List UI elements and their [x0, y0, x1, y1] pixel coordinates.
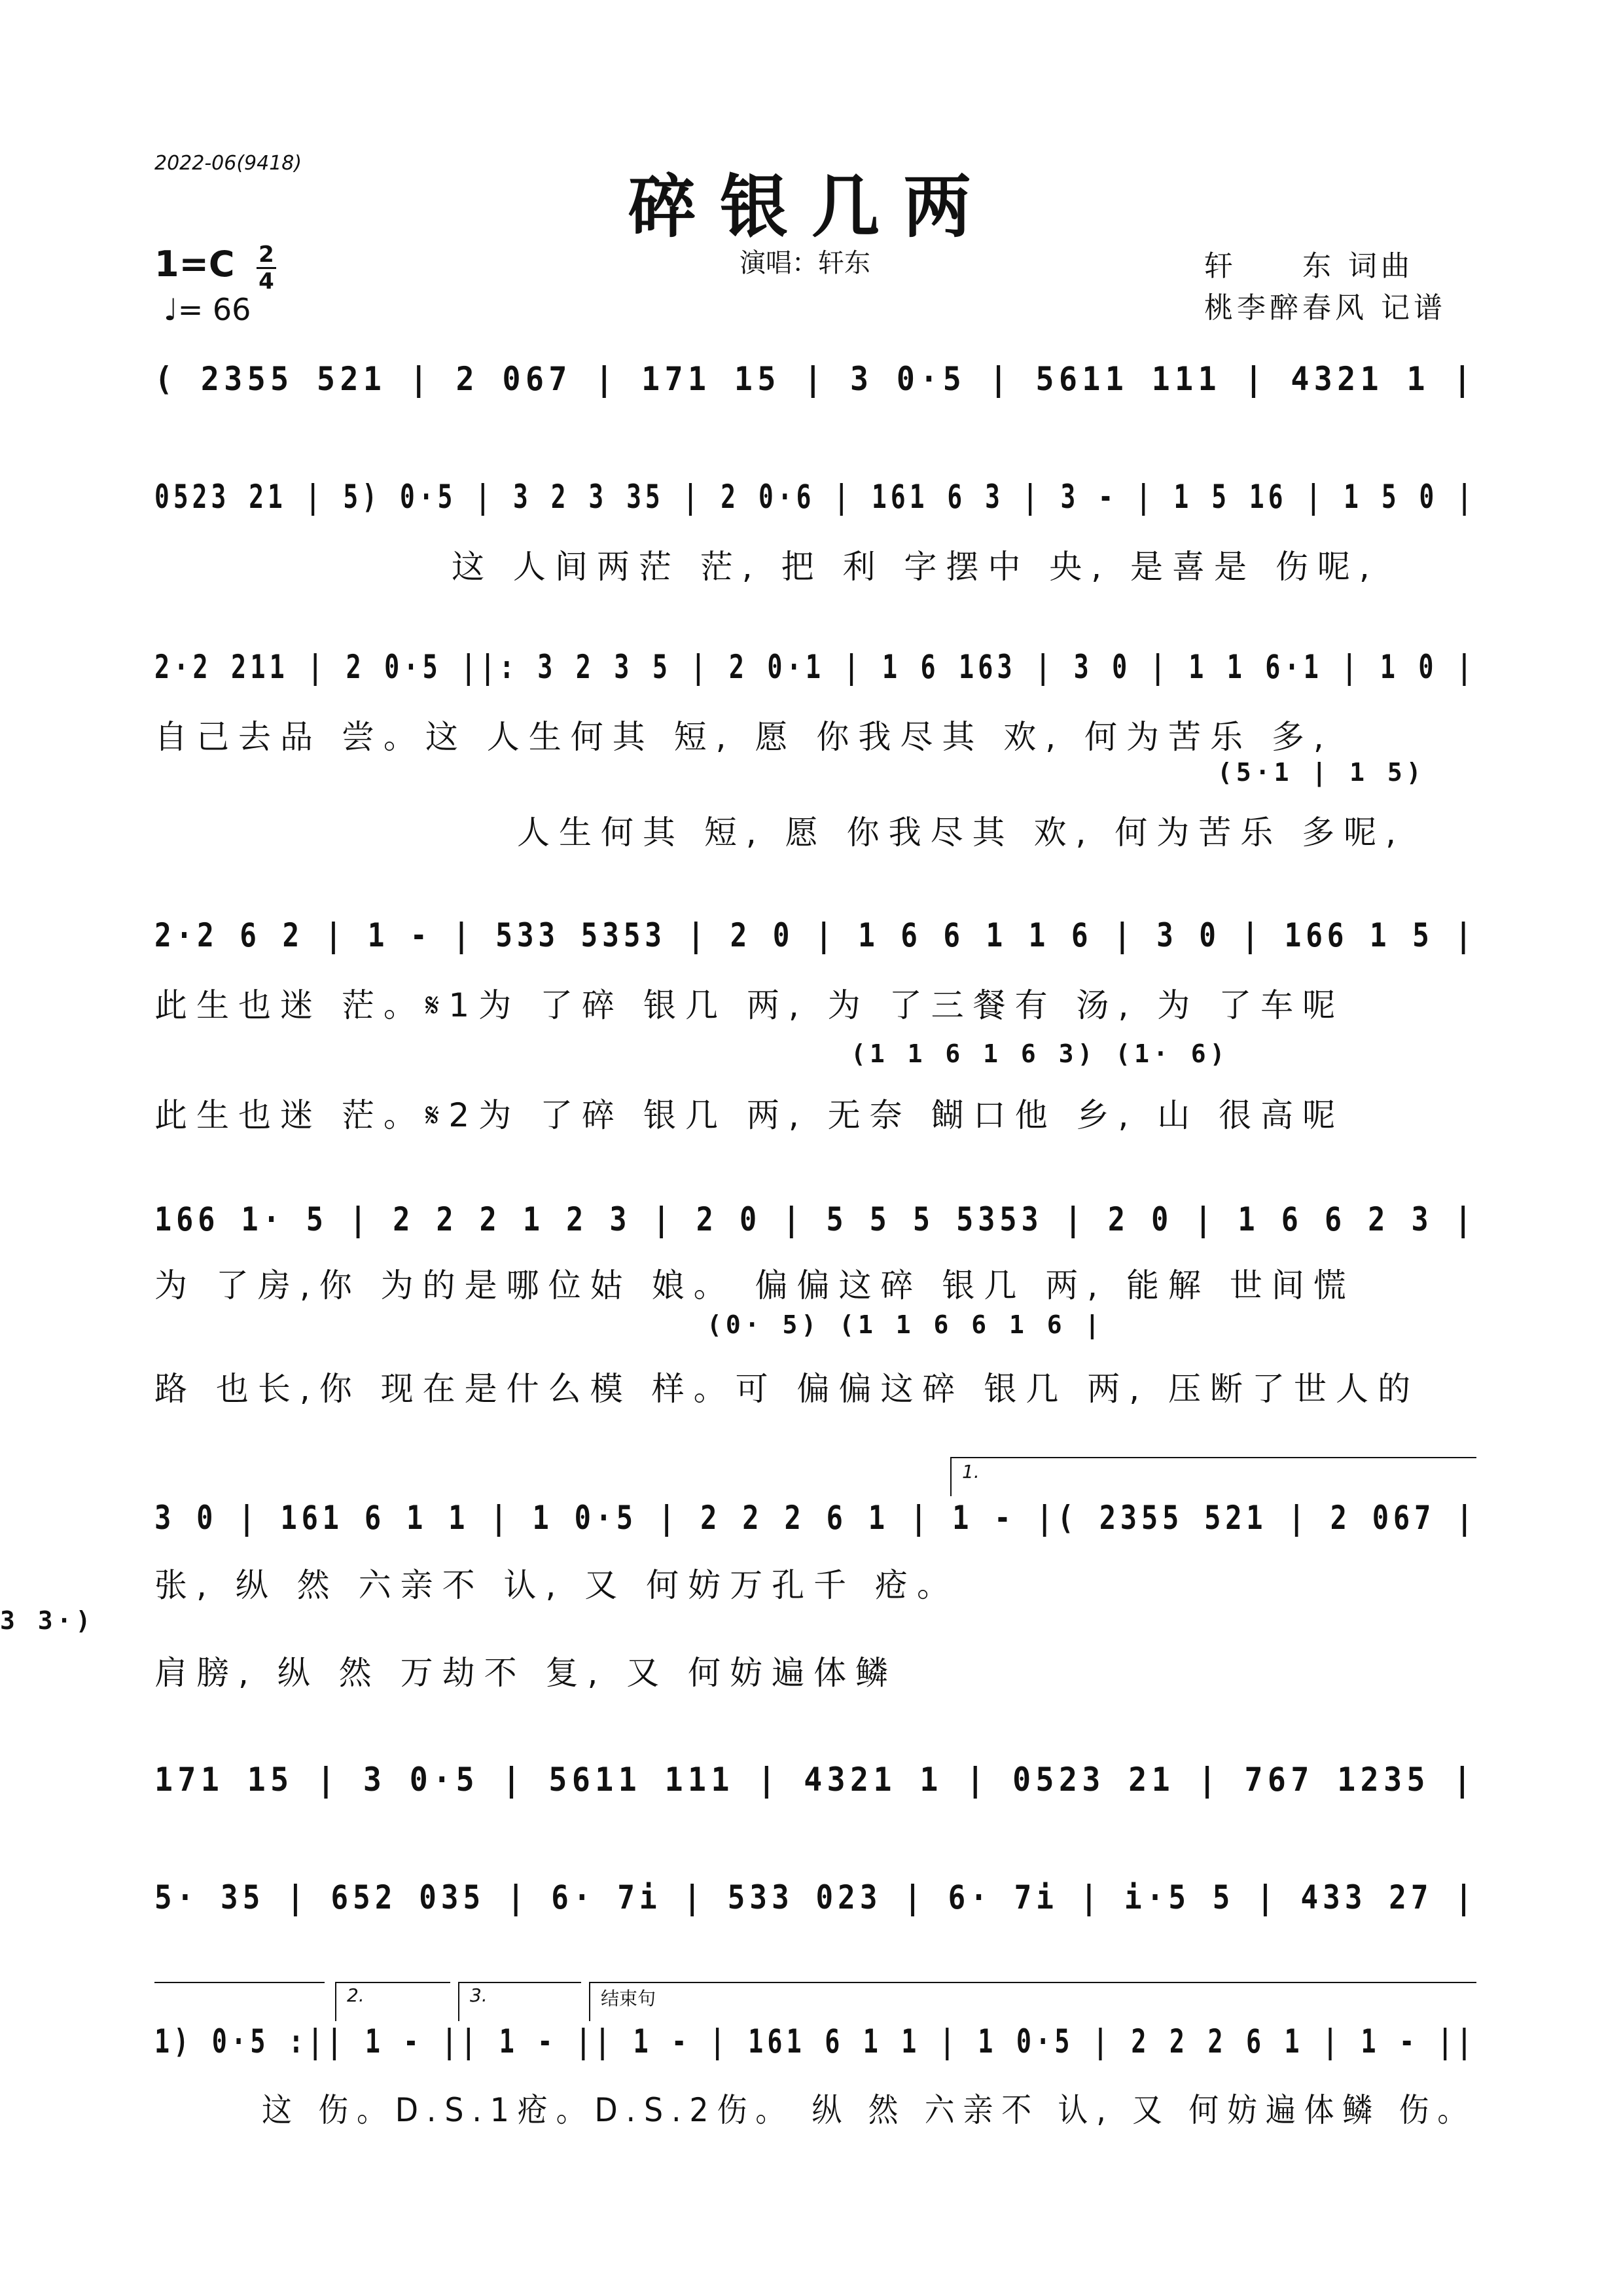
score-line-5-lyrics: 为 了房,你 为的是哪位姑 娘。 偏偏这碎 银几 两, 能解 世间慌	[154, 1266, 1355, 1304]
volta-1-edge	[950, 1457, 952, 1496]
score-line-6-lyrics: 张, 纵 然 六亲不 认, 又 何妨万孔千 疮。	[154, 1566, 959, 1604]
time-signature	[257, 243, 276, 293]
volta-3-label: 3.	[470, 1984, 488, 2006]
volta-1-bracket	[950, 1457, 1476, 1458]
meter-top: 2	[259, 242, 274, 268]
score-line-6-notes: 3 0 | 161 6 1 1 | 1 0·5 | 2 2 2 6 1 | 1 - |( 2355 521 | 2 067 |	[154, 1499, 1478, 1537]
composer-credit: 轩 东 词曲	[1204, 249, 1414, 283]
score-line-4-notes: 2·2 6 2 | 1 - | 533 5353 | 2 0 | 1 6 6 1 1 6 | 3 0 | 166 1 5 |	[154, 916, 1476, 954]
score-line-3-lyrics-2: 人生何其 短, 愿 你我尽其 欢, 何为苦乐 多呢,	[517, 814, 1406, 852]
score-line-4-lyrics-2: 此生也迷 茫。𝄋2为 了碎 银几 两, 无奈 餬口他 乡, 山 很高呢	[154, 1096, 1345, 1134]
score-line-4-lyrics: 此生也迷 茫。𝄋1为 了碎 银几 两, 为 了三餐有 汤, 为 了车呢	[154, 986, 1345, 1024]
ending-edge	[589, 1982, 590, 2021]
volta-1-label: 1.	[962, 1461, 980, 1482]
transcriber-credit: 桃李醉春风 记谱	[1204, 291, 1446, 325]
score-line-3-lyrics: 自己去品 尝。这 人生何其 短, 愿 你我尽其 欢, 何为苦乐 多,	[154, 718, 1333, 756]
tempo-marking: ♩= 66	[164, 292, 251, 327]
meter-bottom: 4	[259, 268, 274, 295]
volta-3-edge	[458, 1982, 459, 2021]
volta-2-label: 2.	[347, 1984, 365, 2006]
score-line-3-notes: 2·2 211 | 2 0·5 ||: 3 2 3 5 | 2 0·1 | 1 6 163 | 3 0 | 1 1 6·1 | 1 0 |	[154, 648, 1476, 686]
volta-pre-bracket	[154, 1982, 325, 1983]
singer-credit: 演唱：轩东	[740, 248, 870, 278]
score-line-5-lyrics-2: 路 也长,你 现在是什么模 样。可 偏偏这碎 银几 两, 压断了世人的	[154, 1370, 1420, 1408]
score-line-3-alt-notes: (5·1 | 1 5)	[1217, 758, 1425, 787]
score-line-9-lyrics: 这 伤。D.S.1疮。D.S.2伤。 纵 然 六亲不 认, 又 何妨遍体鳞 伤。	[262, 2091, 1476, 2129]
score-line-8-notes: 5· 35 | 652 035 | 6· 7i | 533 023 | 6· 7i | i·5 5 | 433 27 |	[154, 1878, 1477, 1916]
score-line-7-notes: 171 15 | 3 0·5 | 5611 111 | 4321 1 | 0523 21 | 767 1235 |	[154, 1761, 1476, 1799]
song-title: 碎银几两	[628, 166, 995, 247]
score-line-6-lyrics-2: 肩膀, 纵 然 万劫不 复, 又 何妨遍体鳞	[154, 1654, 898, 1692]
score-line-9-notes: 1) 0·5 :|| 1 - || 1 - || 1 - | 161 6 1 1 | 1 0·5 | 2 2 2 6 1 | 1 - ||	[154, 2022, 1476, 2060]
catalog-number: 2022-06(9418)	[154, 152, 302, 175]
score-line-6-alt-notes: 3 3·)	[0, 1606, 95, 1635]
ending-bracket	[589, 1982, 1476, 1983]
score-line-4-alt-notes: (1 1 6 1 6 3) (1· 6)	[851, 1039, 1229, 1068]
score-line-2-lyrics: 这 人间两茫 茫, 把 利 字摆中 央, 是喜是 伤呢,	[452, 548, 1379, 586]
score-line-2-notes: 0523 21 | 5) 0·5 | 3 2 3 35 | 2 0·6 | 161 6 3 | 3 - | 1 5 16 | 1 5 0 |	[154, 478, 1476, 516]
key-signature: 1=C	[154, 243, 235, 285]
volta-2-edge	[335, 1982, 336, 2021]
score-line-5-alt-notes: (0· 5) (1 1 6 6 1 6 |	[707, 1310, 1104, 1339]
score-line-5-notes: 166 1· 5 | 2 2 2 1 2 3 | 2 0 | 5 5 5 5353 | 2 0 | 1 6 6 2 3 |	[154, 1200, 1476, 1238]
ending-label: 结束句	[601, 1988, 656, 2009]
volta-2-bracket	[335, 1982, 450, 1983]
score-line-1-notes: ( 2355 521 | 2 067 | 171 15 | 3 0·5 | 5611 111 | 4321 1 |	[154, 360, 1476, 398]
volta-3-bracket	[458, 1982, 581, 1983]
